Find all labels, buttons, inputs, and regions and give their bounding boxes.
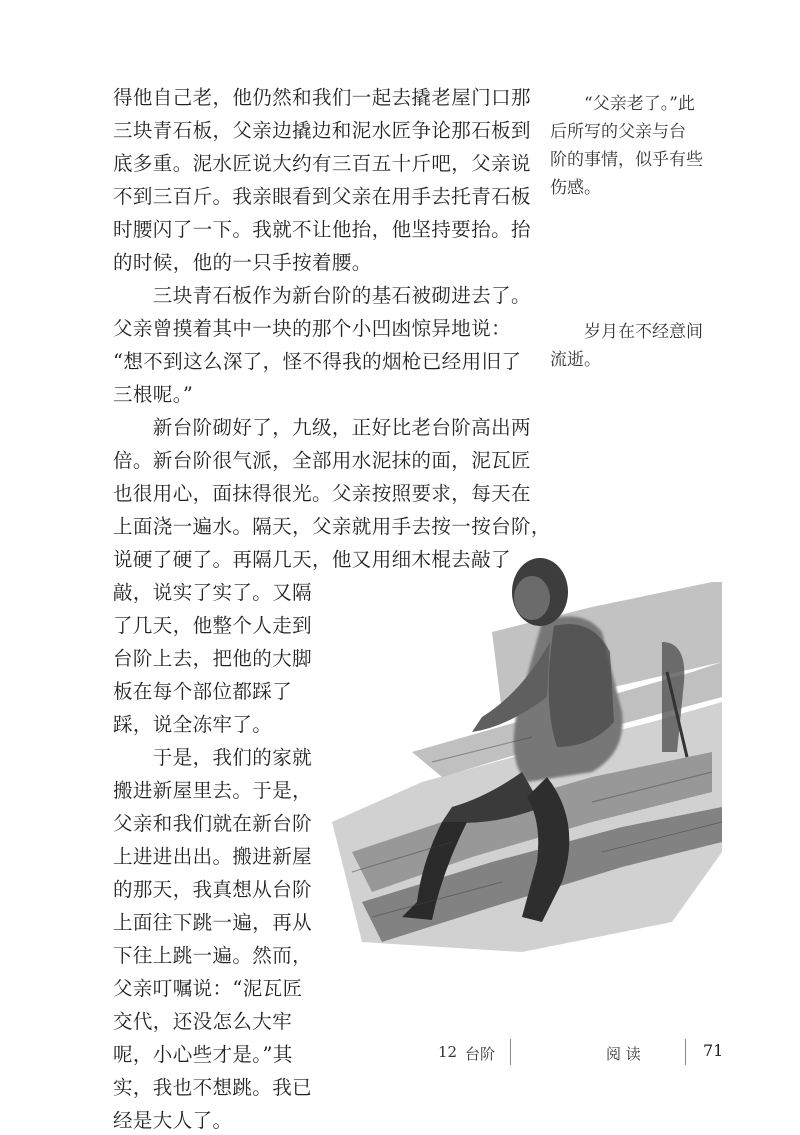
margin-note	[550, 318, 730, 374]
body-line: 实，我也不想跳。我已	[113, 1076, 313, 1099]
body-line: 交代，还没怎么大牢	[113, 1010, 293, 1033]
body-line: 搬进新屋里去。于是，	[113, 779, 313, 802]
body-line: 时腰闪了一下。我就不让他抬，他坚持要抬。抬	[113, 218, 531, 241]
body-line: 父亲和我们就在新台阶	[113, 812, 313, 835]
body-line: 也很用心，面抹得很光。父亲按照要求，每天在	[113, 482, 531, 505]
body-line: “想不到这么深了，怪不得我的烟枪已经用旧了	[113, 350, 522, 373]
body-line: 说硬了硬了。再隔几天，他又用细木棍去敲了	[113, 548, 512, 571]
body-line: 三根呢。”	[113, 383, 194, 406]
body-line: 经是大人了。	[113, 1109, 233, 1132]
body-line: 踩，说全冻牢了。	[113, 713, 273, 736]
body-line: 上面浇一遍水。隔天，父亲就用手去按一按台阶，	[113, 515, 551, 538]
footer-divider	[685, 1039, 686, 1065]
body-line: 父亲叮嘱说：“泥瓦匠	[113, 977, 303, 1000]
body-line: 上进进出出。搬进新屋	[113, 845, 313, 868]
body-line: 的那天，我真想从台阶	[113, 878, 313, 901]
illustration-old-man-on-steps	[292, 522, 732, 962]
section-label: 阅 读	[606, 1045, 641, 1063]
body-line: 板在每个部位都踩了	[113, 680, 293, 703]
body-line: 了几天，他整个人走到	[113, 614, 313, 637]
body-line: 敲，说实了实了。又隔	[113, 581, 313, 604]
margin-note-line: “父亲老了。”此	[584, 94, 695, 114]
body-line: 的时候，他的一只手按着腰。	[113, 251, 372, 274]
margin-note-line: 流逝。	[550, 350, 601, 370]
body-line: 得他自己老，他仍然和我们一起去撬老屋门口那	[113, 86, 531, 109]
body-line: 下往上跳一遍。然而，	[113, 944, 313, 967]
body-line: 三块青石板，父亲边撬边和泥水匠争论那石板到	[113, 119, 531, 142]
margin-note-line: 后所写的父亲与台	[550, 122, 686, 142]
margin-note-line: 岁月在不经意间	[584, 322, 703, 342]
body-line: 台阶上去，把他的大脚	[113, 647, 313, 670]
lesson-title: 台阶	[465, 1045, 496, 1063]
illustration-svg	[292, 522, 732, 962]
body-line: 三块青石板作为新台阶的基石被砌进去了。	[113, 284, 531, 307]
body-line: 于是，我们的家就	[113, 746, 313, 769]
body-line: 父亲曾摸着其中一块的那个小凹凼惊异地说：	[113, 317, 512, 340]
page-number: 71	[703, 1041, 724, 1060]
body-line: 呢，小心些才是。”其	[113, 1043, 293, 1066]
footer-divider	[510, 1039, 511, 1065]
margin-note	[550, 90, 730, 202]
lesson-number: 12	[438, 1043, 458, 1061]
body-line: 上面往下跳一遍，再从	[113, 911, 313, 934]
body-line: 新台阶砌好了，九级，正好比老台阶高出两	[113, 416, 531, 439]
margin-note-line: 伤感。	[550, 178, 601, 198]
body-line: 底多重。泥水匠说大约有三百五十斤吧，父亲说	[113, 152, 531, 175]
body-line: 不到三百斤。我亲眼看到父亲在用手去托青石板	[113, 185, 531, 208]
body-line: 倍。新台阶很气派，全部用水泥抹的面，泥瓦匠	[113, 449, 531, 472]
margin-note-line: 阶的事情，似乎有些	[550, 150, 703, 170]
